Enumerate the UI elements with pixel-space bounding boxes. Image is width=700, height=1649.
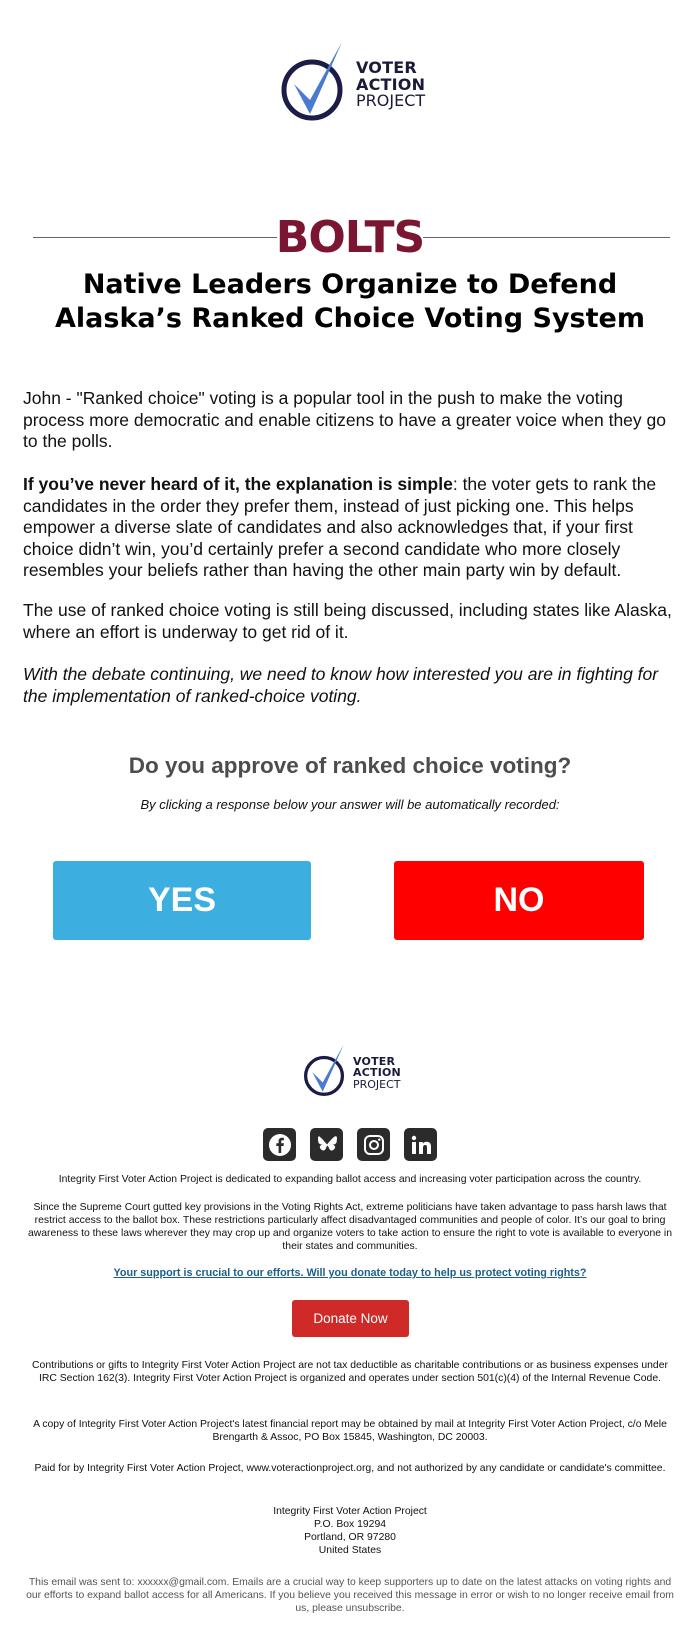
support-link[interactable]: Your support is crucial to our efforts. Will you donate today to help us protect voting rights? — [113, 1267, 587, 1279]
sent-to-notice: This email was sent to: xxxxxx@gmail.com. Emails are a crucial way to keep supporters up to date on the latest attacks on voting rights and our efforts to expand ballot access for all Americans. If you believe you received this message in error or wish to no longer receive email from us, please unsubscribe. — [26, 1577, 674, 1614]
article-headline[interactable]: Native Leaders Organize to Defend Alaska’s Ranked Choice Voting System — [55, 269, 645, 334]
footer-logo-wordmark — [353, 1056, 401, 1091]
bolts-wordmark[interactable]: BOLTS — [275, 212, 425, 263]
intro-text: John - "Ranked choice" voting is a popular tool in the push to make the voting process more democratic and enable citizens to have a greater voice when they go to the polls. — [23, 388, 666, 451]
facebook-icon[interactable] — [263, 1128, 296, 1161]
mission-text: Integrity First Voter Action Project is dedicated to expanding ballot access and increasing voter participation across the country. — [58, 1174, 642, 1185]
explanation-text: : the voter gets to rank the candidates in the order they prefer them, instead of just picking one. This helps empower a diverse slate of candidates and also acknowledges that, if your first choice didn’t win, you’d certainly prefer a second candidate who more closely resembles your beliefs rather than having the other main party win by default. — [23, 474, 657, 580]
checkmark-logo-icon — [280, 38, 350, 124]
body-paragraph-3 — [23, 600, 683, 643]
call-to-action-text: With the debate continuing, we need to know how interested you are in fighting for the implementation of ranked-choice voting. — [23, 664, 659, 706]
donate-button[interactable]: Donate Now — [292, 1300, 409, 1337]
mailing-address — [25, 1505, 675, 1557]
footer-logo[interactable] — [303, 1041, 401, 1099]
instagram-icon[interactable] — [357, 1128, 390, 1161]
survey-question: Do you approve of ranked choice voting? — [128, 753, 572, 778]
footer-checkmark-logo-icon — [303, 1041, 349, 1099]
linkedin-icon[interactable] — [404, 1128, 437, 1161]
body-paragraph-1 — [23, 388, 683, 453]
status-text: The use of ranked choice voting is still being discussed, including states like Alaska, where an effort is underway to get rid of it. — [23, 600, 672, 642]
address-country: United States — [318, 1545, 382, 1556]
footer-logo-line-3: PROJECT — [353, 1077, 401, 1091]
paid-for-text: Paid for by Integrity First Voter Action Project, www.voteractionproject.org, and not authorized by any candidate or candidate's committee. — [34, 1463, 666, 1474]
logo-line-2: ACTION — [356, 74, 426, 94]
no-button[interactable]: NO — [394, 861, 644, 940]
context-text: Since the Supreme Court gutted key provisions in the Voting Rights Act, extreme politicians have taken advantage to pass harsh laws that restrict access to the ballot box. These restrictions particularly affect disadvantaged communities and people of color. It’s our goal to bring awareness to these laws wherever they may crop up and organize voters to take action to ensure the right to vote is available to everyone in their states and communities. — [27, 1202, 672, 1252]
tax-disclaimer: Contributions or gifts to Integrity First Voter Action Project are not tax deductible as charitable contributions or as business expenses under IRC Section 162(3). Integrity First Voter Action Project is organized and operates under section 501(c)(4) of the Internal Revenue Code. — [32, 1360, 668, 1384]
voter-action-project-logo[interactable] — [280, 38, 425, 124]
address-city: Portland, OR 97280 — [304, 1532, 396, 1543]
logo-line-3: PROJECT — [356, 91, 426, 111]
yes-button[interactable]: YES — [53, 861, 311, 940]
bluesky-icon[interactable] — [310, 1128, 343, 1161]
explanation-lead: If you’ve never heard of it, the explanation is simple — [23, 474, 453, 494]
address-name: Integrity First Voter Action Project — [273, 1506, 427, 1517]
address-box: P.O. Box 19294 — [313, 1519, 387, 1530]
body-paragraph-4 — [23, 664, 683, 707]
financial-report-text: A copy of Integrity First Voter Action Project's latest financial report may be obtained by mail at Integrity First Voter Action Project, c/o Mele Brengarth & Assoc, PO Box 15845, Washington, DC 20003. — [33, 1419, 667, 1443]
logo-wordmark — [356, 57, 426, 111]
social-links — [0, 1128, 700, 1161]
body-paragraph-2 — [23, 474, 683, 582]
footer-logo-line-2: ACTION — [353, 1066, 401, 1080]
survey-instruction: By clicking a response below your answer will be automatically recorded: — [140, 797, 560, 812]
footer-logo-line-1: VOTER — [353, 1054, 396, 1068]
logo-line-1: VOTER — [356, 57, 417, 77]
